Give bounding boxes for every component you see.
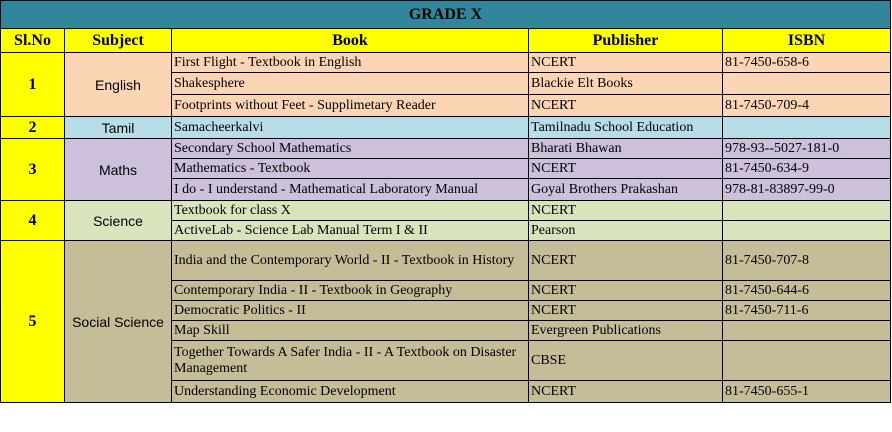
isbn-cell (723, 321, 891, 341)
subject-cell: Tamil (65, 117, 172, 139)
book-cell: Democratic Politics - II (172, 301, 529, 321)
book-cell: Footprints without Feet - Supplimetary Reader (172, 95, 529, 117)
isbn-cell (723, 117, 891, 139)
book-cell: Secondary School Mathematics (172, 139, 529, 159)
book-cell: Textbook for class X (172, 201, 529, 221)
publisher-cell: NCERT (529, 281, 723, 301)
book-cell: ActiveLab - Science Lab Manual Term I & II (172, 221, 529, 241)
header-book: Book (172, 29, 529, 53)
table-row (1, 117, 891, 139)
isbn-cell: 81-7450-658-6 (723, 53, 891, 73)
book-cell: First Flight - Textbook in English (172, 53, 529, 73)
publisher-cell: Evergreen Publications (529, 321, 723, 341)
publisher-cell: NCERT (529, 301, 723, 321)
slno-cell: 1 (1, 53, 65, 117)
slno-cell: 4 (1, 201, 65, 241)
isbn-cell (723, 341, 891, 381)
isbn-cell: 81-7450-634-9 (723, 159, 891, 179)
publisher-cell: Pearson (529, 221, 723, 241)
isbn-cell: 978-81-83897-99-0 (723, 179, 891, 201)
book-cell: Samacheerkalvi (172, 117, 529, 139)
isbn-cell: 81-7450-709-4 (723, 95, 891, 117)
isbn-cell (723, 201, 891, 221)
book-cell: Contemporary India - II - Textbook in Geography (172, 281, 529, 301)
grade-title: GRADE X (1, 1, 891, 29)
table-row (1, 139, 891, 159)
subject-cell: English (65, 53, 172, 117)
header-row (1, 29, 891, 53)
book-cell: Together Towards A Safer India - II - A Textbook on Disaster Management (172, 341, 529, 381)
isbn-cell: 978-93--5027-181-0 (723, 139, 891, 159)
subject-cell: Science (65, 201, 172, 241)
publisher-cell: CBSE (529, 341, 723, 381)
publisher-cell: Bharati Bhawan (529, 139, 723, 159)
isbn-cell: 81-7450-711-6 (723, 301, 891, 321)
publisher-cell: Blackie Elt Books (529, 73, 723, 95)
publisher-cell: NCERT (529, 201, 723, 221)
publisher-cell: Tamilnadu School Education (529, 117, 723, 139)
isbn-cell: 81-7450-644-6 (723, 281, 891, 301)
slno-cell: 5 (1, 241, 65, 403)
table-row (1, 241, 891, 281)
header-slno: Sl.No (1, 29, 65, 53)
publisher-cell: NCERT (529, 53, 723, 73)
book-cell: India and the Contemporary World - II - Textbook in History (172, 241, 529, 281)
book-cell: Mathematics - Textbook (172, 159, 529, 179)
isbn-cell: 81-7450-655-1 (723, 381, 891, 403)
slno-cell: 2 (1, 117, 65, 139)
table-row (1, 201, 891, 221)
table-row (1, 53, 891, 73)
subject-cell: Social Science (65, 241, 172, 403)
book-cell: I do - I understand - Mathematical Laboratory Manual (172, 179, 529, 201)
book-cell: Understanding Economic Development (172, 381, 529, 403)
isbn-cell: 81-7450-707-8 (723, 241, 891, 281)
header-publisher: Publisher (529, 29, 723, 53)
header-isbn: ISBN (723, 29, 891, 53)
isbn-cell (723, 221, 891, 241)
book-cell: Map Skill (172, 321, 529, 341)
isbn-cell (723, 73, 891, 95)
subject-cell: Maths (65, 139, 172, 201)
publisher-cell: NCERT (529, 241, 723, 281)
title-row (1, 1, 891, 29)
publisher-cell: NCERT (529, 381, 723, 403)
publisher-cell: NCERT (529, 159, 723, 179)
slno-cell: 3 (1, 139, 65, 201)
book-cell: Shakesphere (172, 73, 529, 95)
header-subject: Subject (65, 29, 172, 53)
publisher-cell: Goyal Brothers Prakashan (529, 179, 723, 201)
publisher-cell: NCERT (529, 95, 723, 117)
